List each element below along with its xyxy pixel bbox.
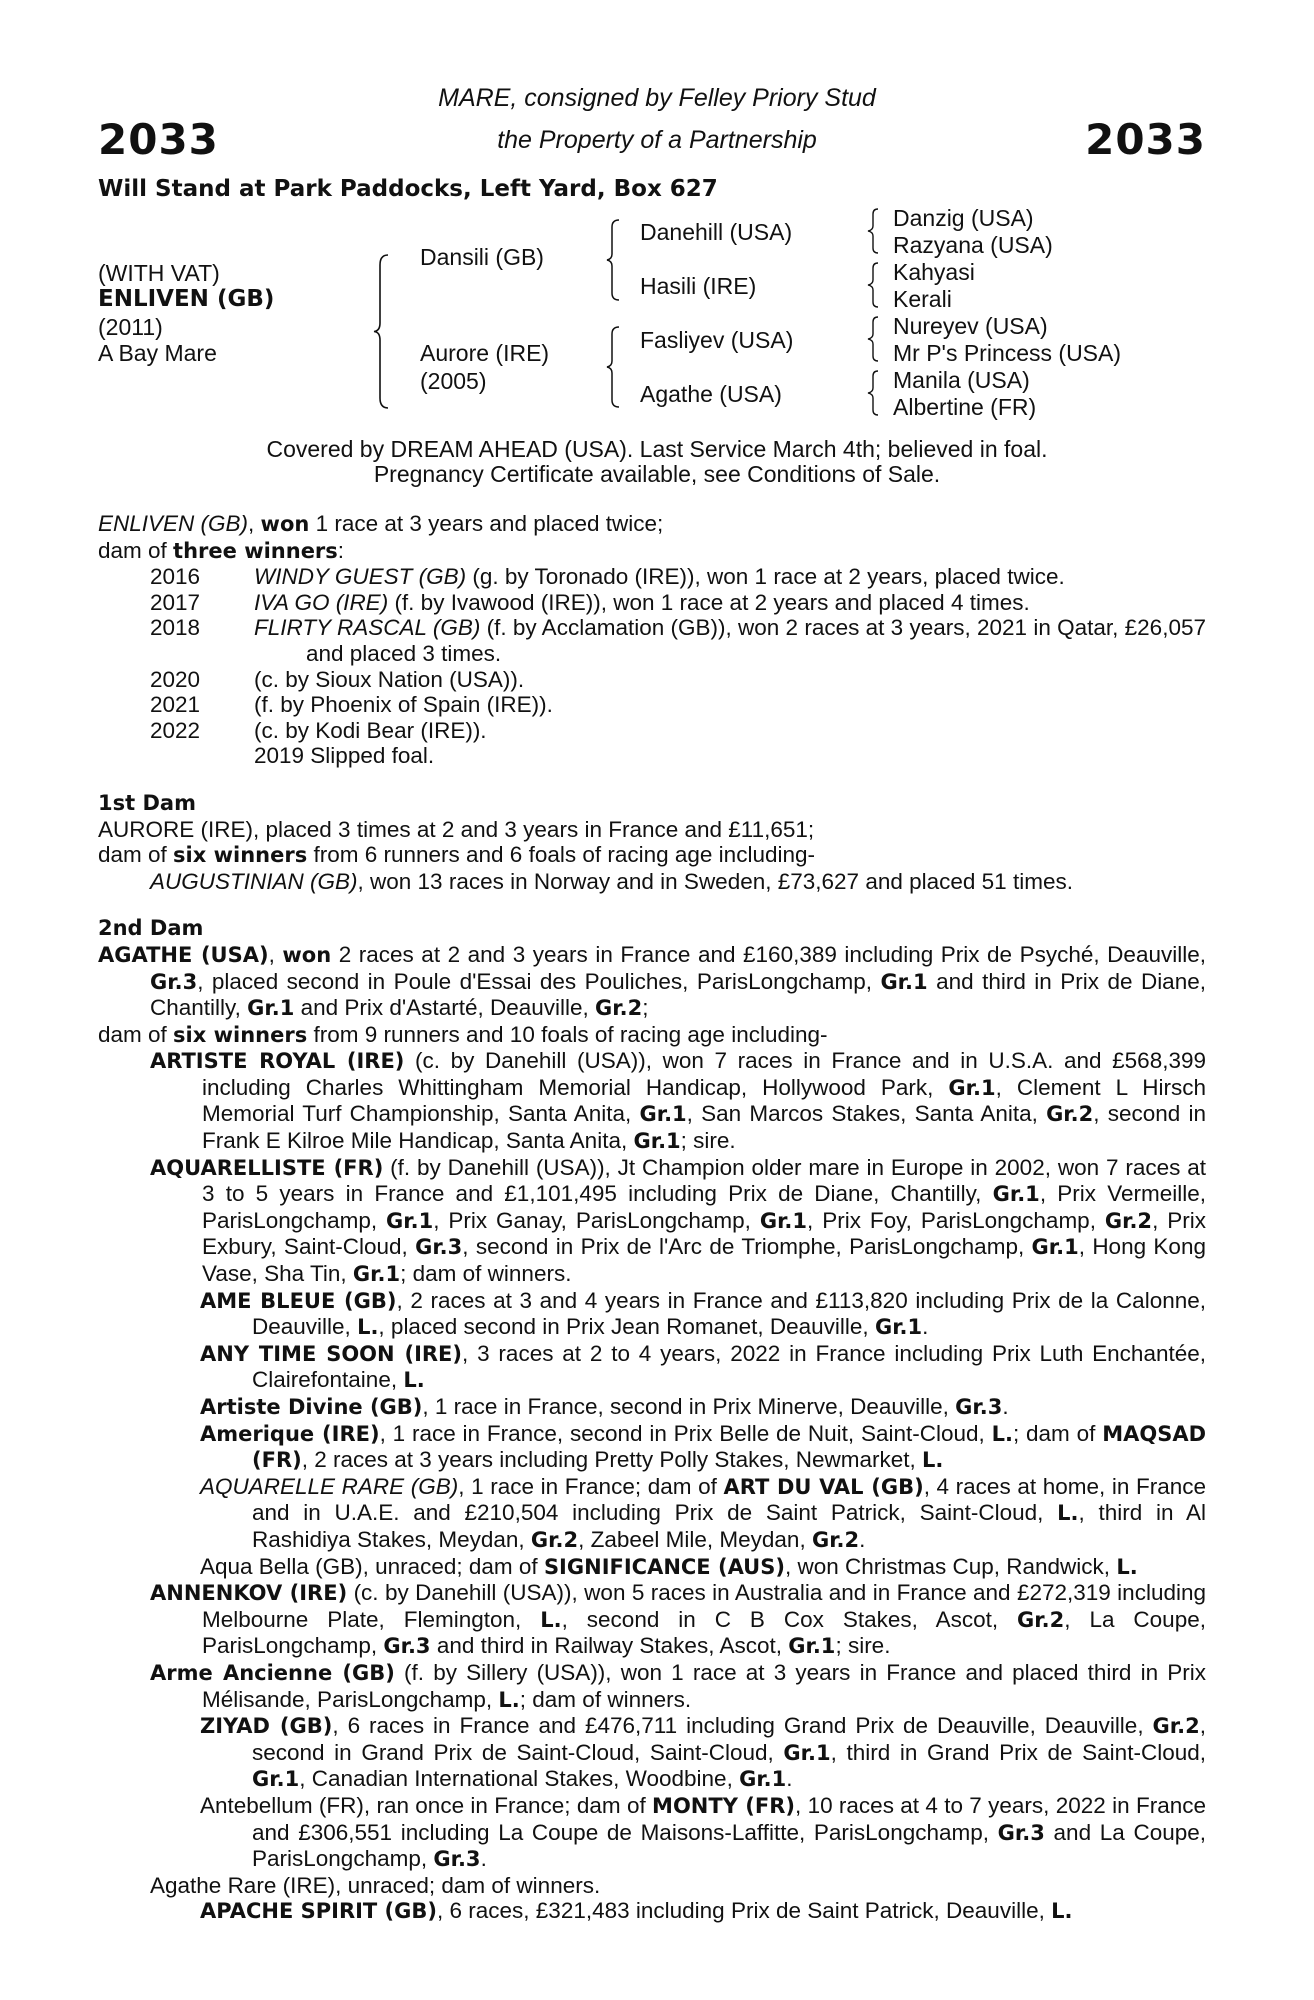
covered-line: Covered by DREAM AHEAD (USA). Last Service March 4th; believed in foal. [266, 436, 1048, 462]
produce-entry: AME BLEUE (GB), 2 races at 3 and 4 years in France and £113,820 including Prix de la Calonne, Deauville, L., placed second in Prix Jean Romanet, Deauville, Gr.1. [200, 1287, 1207, 1340]
produce-entry: AQUARELLISTE (FR) (f. by Danehill (USA)), Jt Champion older mare in Europe in 2002, won 7 races at 3 to 5 years in France and £1,101,495 including Prix de Diane, Chantilly, Gr.1, Prix Vermeille, ParisLongchamp, Gr.1, Prix Ganay, ParisLongchamp, Gr.1, Prix Foy, ParisLongchamp, Gr.2, Prix Exbury, Saint-Cloud, Gr.3, second in Prix de l'Arc de Triomphe, ParisLongchamp, Gr.1, Hong Kong Vase, Sha Tin, Gr.1; dam of winners. [150, 1154, 1207, 1287]
slipped-foal: 2019 Slipped foal. [254, 743, 435, 769]
progeny-row: 2022 (c. by Kodi Bear (IRE)). [150, 717, 487, 743]
progeny-row: 2016 WINDY GUEST (GB) (g. by Toronado (IRE)), won 1 race at 2 years, placed twice. [150, 564, 1065, 590]
first-dam-heading: 1st Dam [98, 790, 196, 815]
g4-name: Mr P's Princess (USA) [893, 340, 1122, 366]
produce-entry: Agathe Rare (IRE), unraced; dam of winners. [150, 1872, 601, 1898]
second-dam-dam-of: dam of six winners from 9 runners and 10 foals of racing age including- [98, 1021, 828, 1047]
produce-entry: Antebellum (FR), ran once in France; dam of MONTY (FR), 10 races at 4 to 7 years, 2022 in France and £306,551 including La Coupe de Maisons-Laffitte, ParisLongchamp, Gr.3 and La Coupe, ParisLongchamp, Gr.3. [200, 1792, 1207, 1872]
pedigree-brace-g4-1 [866, 207, 882, 255]
summary-line: ENLIVEN (GB), won 1 race at 3 years and placed twice; [98, 511, 664, 536]
g4-name: Albertine (FR) [893, 394, 1037, 420]
first-dam-dam-of: dam of six winners from 6 runners and 6 foals of racing age including- [98, 842, 815, 868]
lot-number-left: 2033 [98, 115, 219, 164]
progeny-row: 2021 (f. by Phoenix of Spain (IRE)). [150, 692, 553, 718]
g4-name: Razyana (USA) [893, 232, 1053, 258]
dam-dam-name: Agathe (USA) [640, 381, 782, 407]
dam-of-line: dam of three winners: [98, 537, 345, 563]
g4-name: Danzig (USA) [893, 205, 1034, 231]
produce-entry: Amerique (IRE), 1 race in France, second in Prix Belle de Nuit, Saint-Cloud, L.; dam of MAQSAD (FR), 2 races at 3 years including Pretty Polly Stakes, Newmarket, L. [200, 1420, 1206, 1473]
produce-entry: ZIYAD (GB), 6 races in France and £476,711 including Grand Prix de Deauville, Deauville, Gr.2, second in Grand Prix de Saint-Cloud, Saint-Cloud, Gr.1, third in Grand Prix de Saint-Cloud, Gr.1, Canadian International Stakes, Woodbine, Gr.1. [200, 1713, 1206, 1792]
produce-entry: APACHE SPIRIT (GB), 6 races, £321,483 including Prix de Saint Patrick, Deauville, L. [200, 1898, 1073, 1924]
catalogue-body [98, 511, 1206, 1925]
g4-name: Manila (USA) [893, 367, 1030, 393]
horse-year: (2011) [98, 314, 163, 340]
second-dam-record: AGATHE (USA), won 2 races at 2 and 3 years in France and £160,389 including Prix de Psyché, Deauville, Gr.3, placed second in Poule d'Essai des Pouliches, ParisLongchamp, Gr.1 and third in Prix de Diane, Chantilly, Gr.1 and Prix d'Astarté, Deauville, Gr.2; [98, 941, 1206, 1021]
progeny-row: 2017 IVA GO (IRE) (f. by Ivawood (IRE)), won 1 race at 2 years and placed 4 times. [150, 589, 1030, 615]
g4-name: Kahyasi [893, 259, 975, 285]
dam-sire-name: Fasliyev (USA) [640, 327, 794, 353]
pedigree-brace-sire [605, 218, 623, 302]
g4-name: Kerali [893, 286, 952, 312]
pedigree-brace-g4-3 [866, 315, 882, 363]
pedigree-brace-g4-4 [866, 369, 882, 417]
g4-name: Nureyev (USA) [893, 313, 1048, 339]
produce-entry: Aqua Bella (GB), unraced; dam of SIGNIFICANCE (AUS), won Christmas Cup, Randwick, L. [200, 1553, 1138, 1579]
first-dam-winner: AUGUSTINIAN (GB), won 13 races in Norway and in Sweden, £73,627 and placed 51 times. [150, 868, 1073, 894]
sire-sire-name: Danehill (USA) [640, 219, 793, 245]
property-line: the Property of a Partnership [497, 126, 817, 154]
stand-location: Will Stand at Park Paddocks, Left Yard, Box 627 [98, 176, 718, 202]
produce-entry: Arme Ancienne (GB) (f. by Sillery (USA)), won 1 race at 3 years in France and placed third in Prix Mélisande, ParisLongchamp, L.; dam of winners. [150, 1659, 1206, 1712]
pedigree-brace-g4-2 [866, 261, 882, 309]
horse-description: A Bay Mare [98, 340, 217, 366]
lot-number-right: 2033 [1085, 115, 1206, 164]
vat-label: (WITH VAT) [98, 260, 220, 286]
produce-entry: AQUARELLE RARE (GB), 1 race in France; dam of ART DU VAL (GB), 4 races at home, in France and in U.A.E. and £210,504 including Prix de Saint Patrick, Saint-Cloud, L., third in Al Rashidiya Stakes, Meydan, Gr.2, Zabeel Mile, Meydan, Gr.2. [200, 1473, 1206, 1552]
progeny-row: 2020 (c. by Sioux Nation (USA)). [150, 666, 525, 692]
pregnancy-line: Pregnancy Certificate available, see Conditions of Sale. [373, 461, 941, 487]
progeny-row: 2018 FLIRTY RASCAL (GB) (f. by Acclamation (GB)), won 2 races at 3 years, 2021 in Qatar, £26,057 and placed 3 times. [150, 615, 1206, 666]
produce-entry: ANNENKOV (IRE) (c. by Danehill (USA)), won 5 races in Australia and in France and £272,319 including Melbourne Plate, Flemington, L., second in C B Cox Stakes, Ascot, Gr.2, La Coupe, ParisLongchamp, Gr.3 and third in Railway Stakes, Ascot, Gr.1; sire. [150, 1580, 1206, 1659]
first-dam-line: AURORE (IRE), placed 3 times at 2 and 3 years in France and £11,651; [98, 816, 815, 842]
horse-name: ENLIVEN (GB) [98, 286, 275, 312]
pedigree-brace-dam [605, 325, 623, 409]
consignor-line: MARE, consigned by Felley Priory Stud [438, 84, 876, 112]
pedigree-brace-main [372, 253, 392, 410]
dam-name: Aurore (IRE) [420, 340, 550, 366]
produce-entry: ANY TIME SOON (IRE), 3 races at 2 to 4 years, 2022 in France including Prix Luth Enchantée, Clairefontaine, L. [200, 1340, 1206, 1393]
second-dam-heading: 2nd Dam [98, 916, 204, 941]
produce-entry: ARTISTE ROYAL (IRE) (c. by Danehill (USA)), won 7 races in France and in U.S.A. and £568,399 including Charles Whittingham Memorial Handicap, Hollywood Park, Gr.1, Clement L Hirsch Memorial Turf Championship, Santa Anita, Gr.1, San Marcos Stakes, Santa Anita, Gr.2, second in Frank E Kilroe Mile Handicap, Santa Anita, Gr.1; sire. [150, 1048, 1207, 1154]
sire-dam-name: Hasili (IRE) [640, 273, 757, 299]
dam-year: (2005) [420, 368, 487, 394]
produce-entry: Artiste Divine (GB), 1 race in France, second in Prix Minerve, Deauville, Gr.3. [200, 1394, 1009, 1419]
sire-name: Dansili (GB) [420, 244, 544, 270]
